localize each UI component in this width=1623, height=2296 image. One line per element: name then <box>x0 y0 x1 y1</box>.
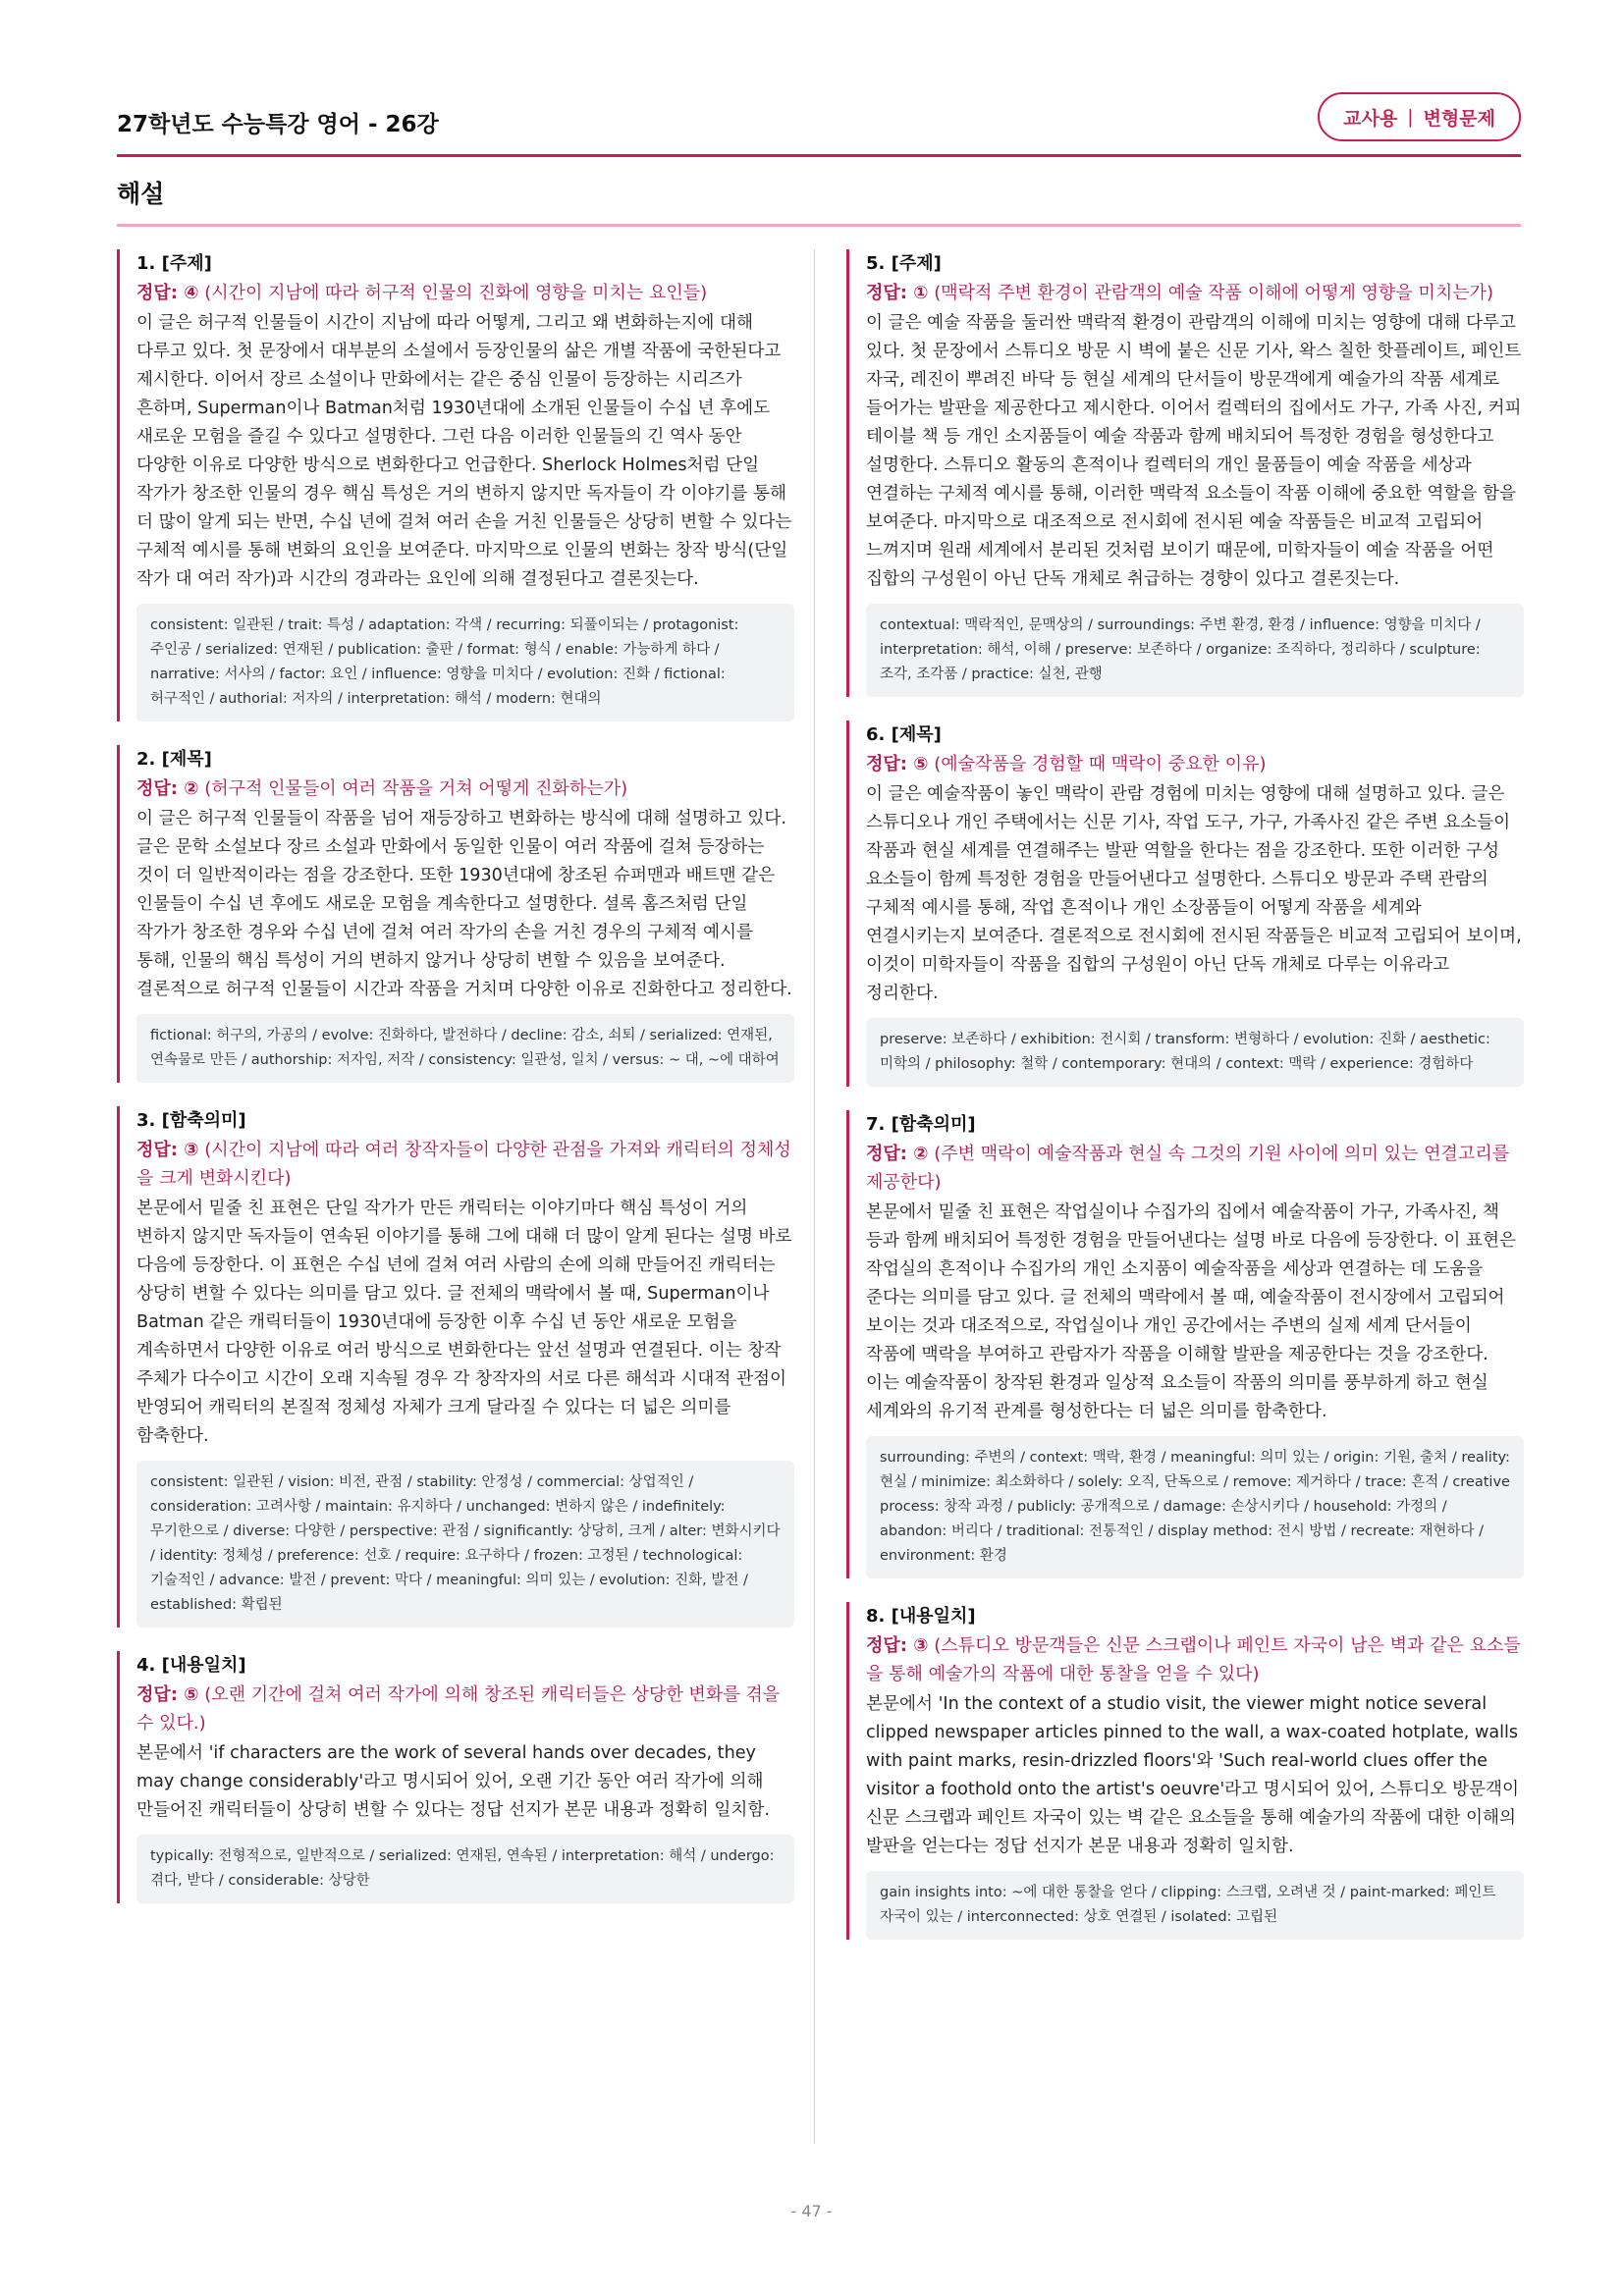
badge-left-label: 교사용 <box>1343 107 1398 130</box>
vocab-box: fictional: 허구의, 가공의 / evolve: 진화하다, 발전하다 / decline: 감소, 쇠퇴 / serialized: 연재된, 연속물로 만든 / authorship: 저자임, 저작 / consistency: 일관성, 일치 / versus: ~ 대, ~에 대하여 <box>136 1014 794 1083</box>
question-block-6 <box>846 721 1524 1087</box>
explanation-text: 이 글은 허구적 인물들이 시간이 지남에 따라 어떻게, 그리고 왜 변화하는지에 대해 다루고 있다. 첫 문장에서 대부분의 소설에서 등장인물의 삶은 개별 작품에 국한된다고 제시한다. 이어서 장르 소설이나 만화에서는 같은 중심 인물이 등장하는 시리즈가 흔하며, Superman이나 Batman처럼 1930년대에 소개된 인물들이 수십 년 후에도 새로운 모험을 즐길 수 있다고 설명한다. 그런 다음 이러한 인물들의 긴 역사 동안 다양한 이유로 다양한 방식으로 변화한다고 언급한다. Sherlock Holmes처럼 단일 작가가 창조한 인물의 경우 핵심 특성은 거의 변하지 않지만 독자들이 각 이야기를 통해 더 많이 알게 되는 반면, 수십 년에 걸쳐 여러 손을 거친 인물들은 상당히 변할 수 있다는 구체적 예시를 통해 변화의 요인을 보여준다. 마지막으로 인물의 변화는 창작 방식(단일 작가 대 여러 작가)과 시간의 경과라는 요인에 의해 결정된다고 결론짓는다. <box>136 313 792 589</box>
answer-label: 정답: ② <box>866 1144 929 1164</box>
question-number: 4. [내용일치] <box>136 1655 246 1676</box>
question-number: 3. [함축의미] <box>136 1110 246 1131</box>
answer-line <box>136 1681 794 1737</box>
explanation-text: 이 글은 허구적 인물들이 작품을 넘어 재등장하고 변화하는 방식에 대해 설명하고 있다. 글은 문학 소설보다 장르 소설과 만화에서 동일한 인물이 여러 작품에 걸쳐 등장하는 것이 더 일반적이라는 점을 강조한다. 또한 1930년대에 창조된 슈퍼맨과 배트맨 같은 인물들이 수십 년 후에도 새로운 모험을 계속한다고 설명한다. 셜록 홈즈처럼 단일 작가가 창조한 경우와 수십 년에 걸쳐 여러 작가의 손을 거친 경우의 구체적 예시를 통해, 인물의 핵심 특성이 거의 변하지 않거나 상당히 변할 수 있음을 보여준다. 결론적으로 허구적 인물들이 시간과 작품을 거치며 다양한 이유로 진화한다고 정리한다. <box>136 809 792 999</box>
explanation-text: 이 글은 예술작품이 놓인 맥락이 관람 경험에 미치는 영향에 대해 설명하고 있다. 글은 스튜디오나 개인 주택에서는 신문 기사, 작업 도구, 가구, 가족사진 같은 주변 요소들이 작품과 현실 세계를 연결해주는 발판 역할을 한다는 점을 강조한다. 또한 이러한 구성 요소들이 함께 특정한 경험을 만들어낸다고 설명한다. 스튜디오 방문과 주택 관람의 구체적 예시를 통해, 작업 흔적이나 개인 소장품들이 어떻게 작품을 세계와 연결시키는지 보여준다. 결론적으로 전시회에 전시된 작품들은 비교적 고립되어 보이며, 이것이 미학자들이 작품을 집합의 구성원이 아닌 단독 개체로 다루는 이유라고 정리한다. <box>866 784 1522 1003</box>
question-number: 8. [내용일치] <box>866 1606 976 1627</box>
answer-text: (오랜 기간에 걸쳐 여러 작가에 의해 창조된 캐릭터들은 상당한 변화를 겪을 수 있다.) <box>136 1684 781 1734</box>
header-title: 27학년도 수능특강 영어 - 26강 <box>117 112 439 137</box>
answer-label: 정답: ⑤ <box>866 754 929 774</box>
answer-label: 정답: ② <box>136 778 199 799</box>
right-column <box>846 249 1524 1963</box>
question-number: 5. [주제] <box>866 253 942 274</box>
answer-label: 정답: ④ <box>136 283 199 303</box>
explanation-text: 이 글은 예술 작품을 둘러싼 맥락적 환경이 관람객의 이해에 미치는 영향에 대해 다루고 있다. 첫 문장에서 스튜디오 방문 시 벽에 붙은 신문 기사, 왁스 칠한 핫플레이트, 페인트 자국, 레진이 뿌려진 바닥 등 현실 세계의 단서들이 방문객에게 예술가의 작품 세계로 들어가는 발판을 제공한다고 제시한다. 이어서 컬렉터의 집에서도 가구, 가족 사진, 커피 테이블 책 등 개인 소지품들이 예술 작품과 함께 배치되어 특정한 경험을 형성한다고 설명한다. 스튜디오 활동의 흔적이나 컬렉터의 개인 물품들이 예술 작품을 세상과 연결하는 구체적 예시를 통해, 이러한 맥락적 요소들이 작품 이해에 중요한 역할을 함을 보여준다. 마지막으로 대조적으로 전시회에 전시된 예술 작품들은 비교적 고립되어 느껴지며 원래 세계에서 분리된 것처럼 보이기 때문에, 미학자들이 예술 작품을 어떤 집합의 구성원이 아닌 단독 개체로 취급하는 경향이 있다고 결론짓는다. <box>866 313 1522 589</box>
question-block-5 <box>846 249 1524 697</box>
answer-line <box>866 750 1524 778</box>
answer-line <box>866 1140 1524 1197</box>
answer-line <box>136 1136 794 1193</box>
question-number: 1. [주제] <box>136 253 212 274</box>
vocab-box: gain insights into: ~에 대한 통찰을 얻다 / clipping: 스크랩, 오려낸 것 / paint-marked: 페인트 자국이 있는 / interconnected: 상호 연결된 / isolated: 고립된 <box>866 1871 1524 1940</box>
answer-text: (허구적 인물들이 여러 작품을 거쳐 어떻게 진화하는가) <box>204 778 628 799</box>
answer-label: 정답: ③ <box>866 1635 929 1656</box>
question-block-4 <box>117 1651 794 1903</box>
vocab-box: typically: 전형적으로, 일반적으로 / serialized: 연재된, 연속된 / interpretation: 해석 / undergo: 겪다, 받다 / considerable: 상당한 <box>136 1835 794 1903</box>
answer-line <box>866 1631 1524 1688</box>
answer-line <box>136 774 794 803</box>
section-title: 해설 <box>117 180 165 208</box>
question-block-1 <box>117 249 794 721</box>
badge-right-label: 변형문제 <box>1423 107 1495 130</box>
explanation-text: 본문에서 밑줄 친 표현은 작업실이나 수집가의 집에서 예술작품이 가구, 가족사진, 책 등과 함께 배치되어 특정한 경험을 만들어낸다는 설명 바로 다음에 등장한다. 이 표현은 작업실의 흔적이나 수집가의 개인 소지품이 예술작품을 세상과 연결하는 데 도움을 준다는 의미를 담고 있다. 글 전체의 맥락에서 볼 때, 예술작품이 전시장에서 고립되어 보이는 것과 대조적으로, 작업실이나 개인 공간에서는 주변의 실제 세계 단서들이 작품에 맥락을 부여하고 관람자가 작품을 이해할 발판을 제공한다는 것을 강조한다. 이는 예술작품이 창작된 환경과 일상적 요소들이 작품의 의미를 풍부하게 하고 현실 세계와의 유기적 관계를 형성한다는 더 넓은 의미를 함축한다. <box>866 1202 1516 1421</box>
answer-label: 정답: ③ <box>136 1140 199 1160</box>
question-block-2 <box>117 745 794 1083</box>
vocab-box: consistent: 일관된 / vision: 비전, 관점 / stability: 안정성 / commercial: 상업적인 / consideration: 고려사항 / maintain: 유지하다 / unchanged: 변하지 않은 / indefinitely: 무기한으로 / diverse: 다양한 / perspective: 관점 / significantly: 상당히, 크게 / alter: 변화시키다 / identity: 정체성 / preference: 선호 / require: 요구하다 / frozen: 고정된 / technological: 기술적인 / advance: 발전 / prevent: 막다 / meaningful: 의미 있는 / evolution: 진화, 발전 / established: 확립된 <box>136 1461 794 1628</box>
question-number: 6. [제목] <box>866 724 942 745</box>
question-block-3 <box>117 1106 794 1628</box>
question-number: 2. [제목] <box>136 749 212 770</box>
header-divider <box>117 154 1521 157</box>
answer-line <box>136 279 794 307</box>
question-number: 7. [함축의미] <box>866 1114 976 1135</box>
explanation-text: 본문에서 'if characters are the work of several hands over decades, they may change considerably'라고 명시되어 있어, 오랜 기간 동안 여러 작가에 의해 만들어진 캐릭터들이 상당히 변할 수 있다는 정답 선지가 본문 내용과 정확히 일치함. <box>136 1743 770 1820</box>
answer-line <box>866 279 1524 307</box>
answer-text: (주변 맥락이 예술작품과 현실 속 그것의 기원 사이에 의미 있는 연결고리를 제공한다) <box>866 1144 1510 1193</box>
answer-text: (스튜디오 방문객들은 신문 스크랩이나 페인트 자국이 남은 벽과 같은 요소들을 통해 예술가의 작품에 대한 통찰을 얻을 수 있다) <box>866 1635 1521 1684</box>
answer-label: 정답: ① <box>866 283 929 303</box>
question-block-8 <box>846 1602 1524 1940</box>
answer-text: (맥락적 주변 환경이 관람객의 예술 작품 이해에 어떻게 영향을 미치는가) <box>934 283 1494 303</box>
badge-separator: | <box>1407 106 1414 128</box>
vocab-box: preserve: 보존하다 / exhibition: 전시회 / transform: 변형하다 / evolution: 진화 / aesthetic: 미학의 / philosophy: 철학 / contemporary: 현대의 / context: 맥락 / experience: 경험하다 <box>866 1018 1524 1087</box>
explanation-text: 본문에서 'In the context of a studio visit, the viewer might notice several clipped newspaper articles pinned to the wall, a wax-coated hotplate, walls with paint marks, resin-drizzled floors'와 'Such real-world clues offer the visitor a foothold onto the artist's oeuvre'라고 명시되어 있어, 스튜디오 방문객이 신문 스크랩과 페인트 자국이 있는 벽 같은 요소들을 통해 예술가의 작품에 대한 이해의 발판을 얻는다는 정답 선지가 본문 내용과 정확히 일치함. <box>866 1694 1520 1856</box>
answer-text: (시간이 지남에 따라 허구적 인물의 진화에 영향을 미치는 요인들) <box>204 283 708 303</box>
vocab-box: surrounding: 주변의 / context: 맥락, 환경 / meaningful: 의미 있는 / origin: 기원, 출처 / reality: 현실 / minimize: 최소화하다 / solely: 오직, 단독으로 / remove: 제거하다 / trace: 흔적 / creative process: 창작 과정 / publicly: 공개적으로 / damage: 손상시키다 / household: 가정의 / abandon: 버리다 / traditional: 전통적인 / display method: 전시 방법 / recreate: 재현하다 / environment: 환경 <box>866 1436 1524 1578</box>
question-block-7 <box>846 1110 1524 1578</box>
page-number: - 47 - <box>790 2202 833 2220</box>
vocab-box: contextual: 맥락적인, 문맥상의 / surroundings: 주변 환경, 환경 / influence: 영향을 미치다 / interpretation: 해석, 이해 / preserve: 보존하다 / organize: 조직하다, 정리하다 / sculpture: 조각, 조각품 / practice: 실천, 관행 <box>866 604 1524 697</box>
vocab-box: consistent: 일관된 / trait: 특성 / adaptation: 각색 / recurring: 되풀이되는 / protagonist: 주인공 / serialized: 연재된 / publication: 출판 / format: 형식 / enable: 가능하게 하다 / narrative: 서사의 / factor: 요인 / influence: 영향을 미치다 / evolution: 진화 / fictional: 허구적인 / authorial: 저자의 / interpretation: 해석 / modern: 현대의 <box>136 604 794 721</box>
column-divider <box>814 249 815 2144</box>
teacher-variant-badge <box>1318 92 1521 141</box>
page-header <box>117 88 1521 155</box>
answer-text: (시간이 지남에 따라 여러 창작자들이 다양한 관점을 가져와 캐릭터의 정체성을 크게 변화시킨다) <box>136 1140 791 1189</box>
explanation-text: 본문에서 밑줄 친 표현은 단일 작가가 만든 캐릭터는 이야기마다 핵심 특성이 거의 변하지 않지만 독자들이 연속된 이야기를 통해 그에 대해 더 많이 알게 된다는 설명 바로 다음에 등장한다. 이 표현은 수십 년에 걸쳐 여러 사람의 손에 의해 만들어진 캐릭터는 상당히 변할 수 있다는 의미를 담고 있다. 글 전체의 맥락에서 볼 때, Superman이나 Batman 같은 캐릭터들이 1930년대에 등장한 이후 수십 년 동안 새로운 모험을 계속하면서 다양한 이유로 여러 방식으로 변화한다는 앞선 설명과 연결된다. 이는 창작 주체가 다수이고 시간이 오래 지속될 경우 각 창작자의 서로 다른 해석과 시대적 관점이 반영되어 캐릭터의 본질적 정체성 자체가 크게 달라질 수 있다는 더 넓은 의미를 함축한다. <box>136 1199 792 1446</box>
section-divider <box>117 224 1521 227</box>
answer-label: 정답: ⑤ <box>136 1684 199 1705</box>
left-column <box>117 249 794 1927</box>
answer-text: (예술작품을 경험할 때 맥락이 중요한 이유) <box>934 754 1267 774</box>
